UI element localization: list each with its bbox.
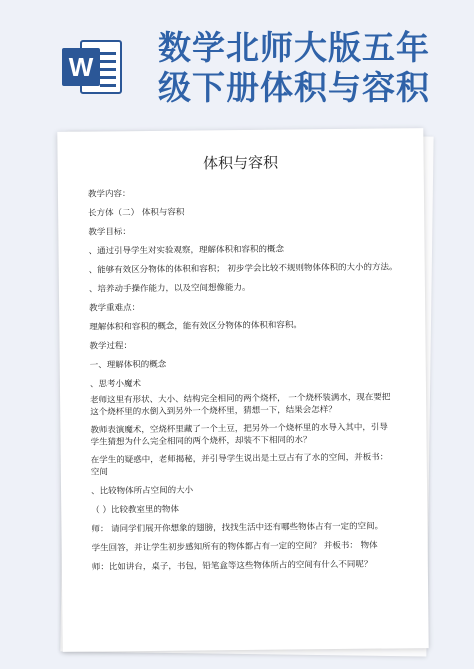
banner-title-line-2: 级下册体积与容积: [158, 68, 430, 107]
banner-title-line-1: 数学北师大版五年: [158, 28, 430, 67]
doc-line: 教学过程：: [89, 341, 133, 352]
doc-line: 老师这里有形状、大小、结构完全相同的两个烧杯， 一个烧杯装满水，现在要把: [90, 392, 391, 406]
doc-line: 这个烧杯里的水倒入到另外一个烧杯里，猜想一下，结果会怎样？: [90, 405, 337, 418]
word-logo-letter: W: [62, 48, 100, 86]
doc-line: 教师表演魔术，空烧杯里藏了一个土豆，把另外一个烧杯里的水导入其中，引导: [90, 422, 388, 436]
document-title: 体积与容积: [203, 153, 279, 173]
doc-line: 一、理解体积的概念: [89, 359, 167, 371]
doc-line: 学生回答，并让学生初步感知所有的物体都占有一定的空间？ 并板书： 物体: [91, 540, 378, 554]
doc-line: 、比较物体所占空间的大小: [91, 485, 194, 497]
header-banner: [0, 0, 474, 122]
doc-line: 、通过引导学生对实验观察，理解体积和容积的概念: [88, 244, 285, 257]
doc-line: 教学重难点：: [89, 303, 141, 314]
doc-line: 在学生的疑惑中，老师揭秘，并引导学生说出是土豆占有了水的空间，并板书：: [90, 452, 389, 466]
doc-line: 教学目标：: [88, 227, 131, 238]
document-page: [57, 128, 428, 652]
doc-line: 师：比如讲台，桌子，书包，铅笔盒等这些物体所占的空间有什么不同呢？: [91, 559, 373, 573]
doc-line: （ ）比较教室里的物体: [91, 504, 180, 516]
doc-line: 空间: [90, 467, 108, 478]
doc-line: 学生猜想为什么完全相同的两个烧杯，却装不下相同的水？: [90, 435, 312, 448]
doc-line: 理解体积和容积的概念，能有效区分物体的体积和容积。: [89, 320, 302, 333]
doc-line: 、思考小魔术: [89, 379, 142, 390]
doc-line: 教学内容：: [87, 189, 131, 200]
doc-line: 、培养动手操作能力，以及空间想像能力。: [88, 282, 251, 295]
doc-line: 、能够有效区分物体的体积和容积； 初步学会比较不规则物体体积的大小的方法。: [88, 262, 398, 276]
word-document-icon: [62, 36, 124, 98]
doc-line: 长方体（二） 体积与容积: [88, 207, 185, 219]
doc-line: 师： 请同学们展开你想象的翅膀，找找生活中还有哪些物体占有一定的空间。: [91, 521, 384, 535]
